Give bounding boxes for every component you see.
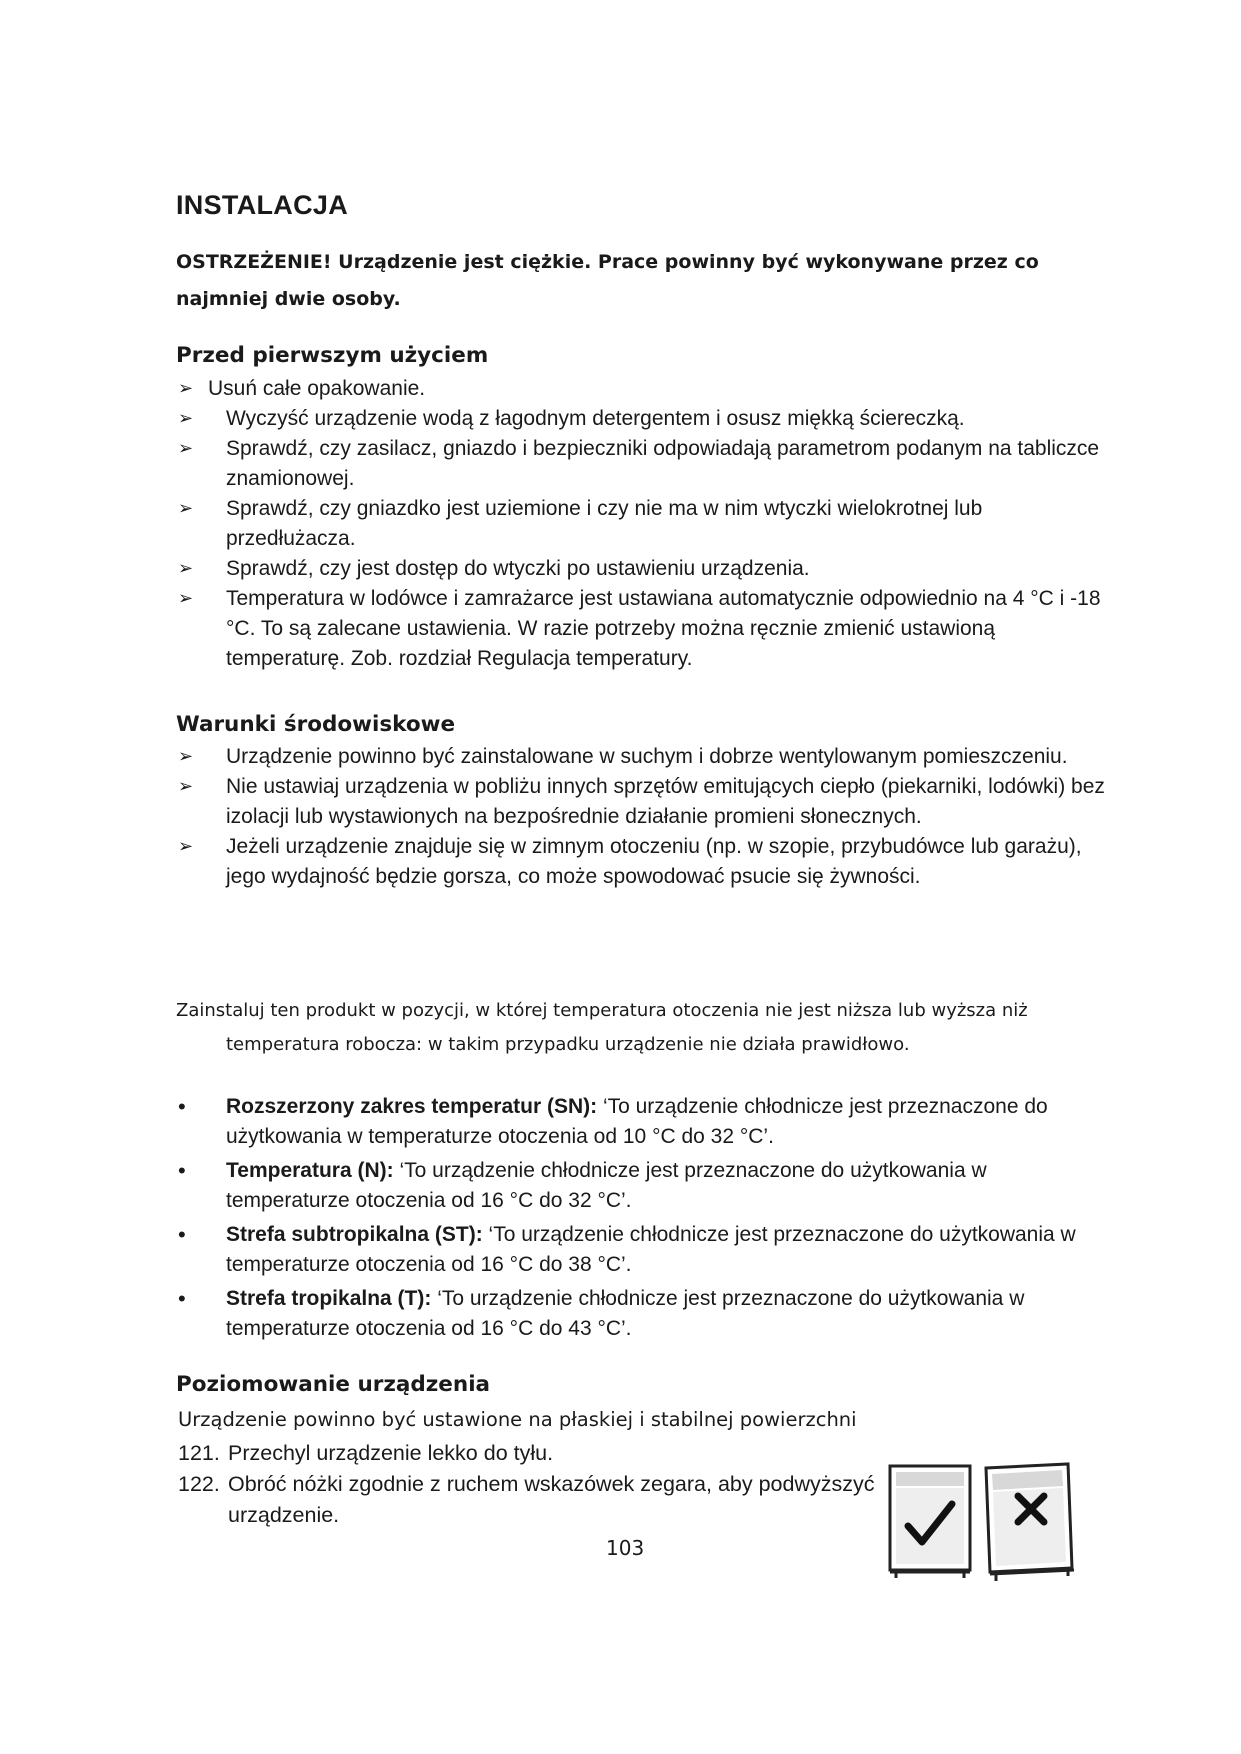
- list-item: • Temperatura (N): ‘To urządzenie chłodnicze jest przeznaczone do użytkowania w temperaturze otoczenia od 16 °C do 32 °C’.: [178, 1158, 987, 1212]
- arrow-bullet-icon: ➢: [178, 836, 194, 857]
- heading-before-first-use: Przed pierwszym użyciem: [176, 343, 489, 368]
- list-item: ➢ Nie ustawiaj urządzenia w pobliżu innych sprzętów emitujących ciepło (piekarniki, lodówki) bez izolacji lub wystawionych na bezpośrednie działanie promieni słonecznych.: [176, 772, 1106, 832]
- list-item: ➢ Temperatura w lodówce i zamrażarce jest ustawiana automatycznie odpowiednio na 4 °C i -18 °C. To są zalecane ustawienia. W razie potrzeby można ręcznie zmienić ustawioną temperaturę. Zob. rozdział Regulacja temperatury.: [176, 584, 1106, 674]
- arrow-bullet-icon: ➢: [178, 408, 194, 429]
- temperature-note: Zainstaluj ten produkt w pozycji, w której temperatura otoczenia nie jest niższa lub wyższa niż temperatura robocza: w takim przypadku urządzenie nie działa prawidłowo.: [176, 1000, 1028, 1055]
- arrow-bullet-icon: ➢: [178, 588, 194, 609]
- list-item: 122. Obróć nóżki zgodnie z ruchem wskazówek zegara, aby podwyższyć urządzenie.: [178, 1472, 875, 1527]
- list-item: ➢ Usuń całe opakowanie.: [176, 374, 1106, 404]
- arrow-bullet-icon: ➢: [178, 776, 194, 797]
- list-item: ➢ Sprawdź, czy jest dostęp do wtyczki po ustawieniu urządzenia.: [176, 554, 1106, 584]
- environment-list: [176, 742, 1106, 892]
- leveling-steps: [178, 1438, 898, 1531]
- climate-class-list: [176, 1092, 1106, 1348]
- list-item: ➢ Wyczyść urządzenie wodą z łagodnym detergentem i osusz miękką ściereczką.: [176, 404, 1106, 434]
- arrow-bullet-icon: ➢: [178, 558, 194, 579]
- list-item: • Rozszerzony zakres temperatur (SN): ‘To urządzenie chłodnicze jest przeznaczone do użytkowania w temperaturze otoczenia od 10 °C do 32 °C’.: [178, 1094, 1048, 1148]
- tilted-fridge-wrong-icon: [986, 1464, 1074, 1581]
- list-item: • Strefa tropikalna (T): ‘To urządzenie chłodnicze jest przeznaczone do użytkowania w temperaturze otoczenia od 16 °C do 43 °C’.: [178, 1286, 1025, 1340]
- level-fridge-correct-icon: [890, 1466, 970, 1578]
- arrow-bullet-icon: ➢: [178, 498, 194, 519]
- list-item: ➢ Sprawdź, czy zasilacz, gniazdo i bezpieczniki odpowiadają parametrom podanym na tabliczce znamionowej.: [176, 434, 1106, 494]
- arrow-bullet-icon: ➢: [178, 378, 194, 399]
- heading-leveling: Poziomowanie urządzenia: [176, 1372, 491, 1397]
- weight-warning: OSTRZEŻENIE! Urządzenie jest ciężkie. Prace powinny być wykonywane przez co najmniej dwie osoby.: [176, 251, 1039, 310]
- list-item: 121. Przechyl urządzenie lekko do tyłu.: [178, 1441, 554, 1465]
- bullet-icon: •: [178, 1286, 186, 1311]
- bullet-icon: •: [178, 1158, 186, 1183]
- list-item: ➢ Urządzenie powinno być zainstalowane w suchym i dobrze wentylowanym pomieszczeniu.: [176, 742, 1106, 772]
- before-use-list: [176, 374, 1106, 674]
- bullet-icon: •: [178, 1222, 186, 1247]
- list-item: ➢ Jeżeli urządzenie znajduje się w zimnym otoczeniu (np. w szopie, przybudówce lub garażu), jego wydajność będzie gorsza, co może spowodować psucie się żywności.: [176, 832, 1106, 892]
- page-title: INSTALACJA: [176, 190, 349, 220]
- leveling-intro: Urządzenie powinno być ustawione na płaskiej i stabilnej powierzchni: [178, 1408, 857, 1431]
- list-item: • Strefa subtropikalna (ST): ‘To urządzenie chłodnicze jest przeznaczone do użytkowania w temperaturze otoczenia od 16 °C do 38 °C’.: [178, 1222, 1076, 1276]
- page-number: 103: [606, 1536, 645, 1560]
- heading-environment: Warunki środowiskowe: [176, 712, 456, 737]
- leveling-illustration: [886, 1460, 1086, 1584]
- arrow-bullet-icon: ➢: [178, 438, 194, 459]
- list-item: ➢ Sprawdź, czy gniazdko jest uziemione i czy nie ma w nim wtyczki wielokrotnej lub przedłużacza.: [176, 494, 1106, 554]
- arrow-bullet-icon: ➢: [178, 746, 194, 767]
- bullet-icon: •: [178, 1094, 186, 1119]
